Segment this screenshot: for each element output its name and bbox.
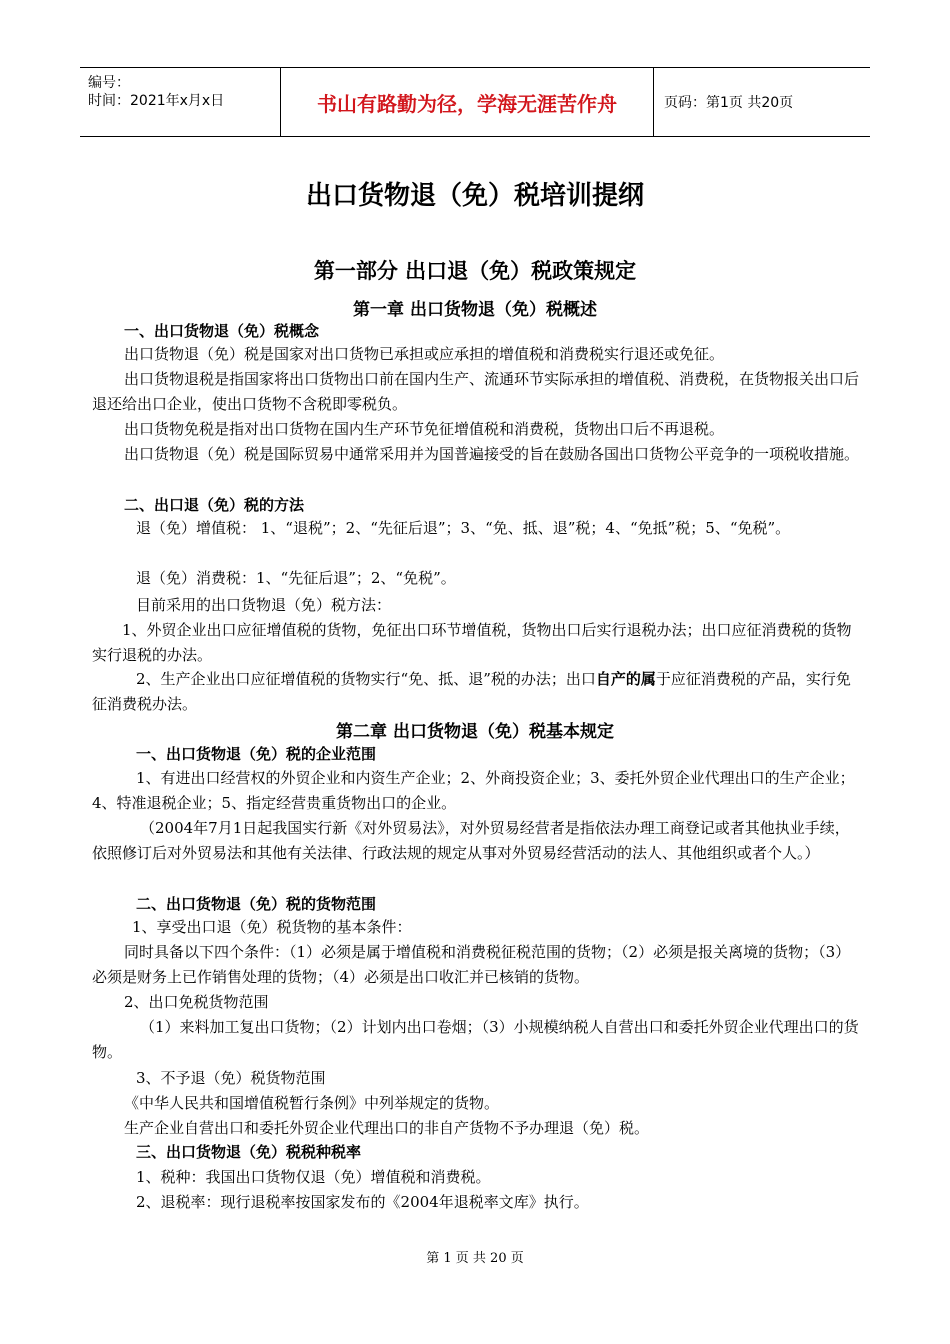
ch2-section-1-title: 一、出口货物退（免）税的企业范围: [136, 745, 377, 763]
ch2-para-11: 2、退税率：现行退税率按国家发布的《2004年退税率文库》执行。: [136, 1193, 589, 1211]
ch1-para-6: 退（免）消费税：1、“先征后退”；2、“免税”。: [136, 569, 456, 587]
header-info-cell: [80, 68, 281, 136]
ch2-para-2: （2004年7月1日起我国实行新《对外贸易法》，对外贸易经营者是指依法办理工商登记或者其他执业手续，依照修订后对外贸易法和其他有关法律、行政法规的规定从事对外贸易经营活动的法人、其他组织或者个人。）: [92, 819, 850, 862]
ch1-para-9: [92, 667, 860, 717]
ch2-para-9: 生产企业自营出口和委托外贸企业代理出口的非自产货物不予办理退（免）税。: [124, 1119, 650, 1137]
ch2-para-7: 3、不予退（免）税货物范围: [136, 1069, 326, 1087]
time-label: 时间：2021年x月x日: [88, 93, 225, 109]
ch1-section-2-title: 二、出口退（免）税的方法: [124, 496, 305, 514]
ch1-para-9-part-c: 于应征消费税的产品，实行免征消费税办法。: [92, 670, 851, 713]
chapter-1-title: 第一章 出口货物退（免）税概述: [353, 300, 597, 320]
ch1-para-2: 出口货物退税是指国家将出口货物出口前在国内生产、流通环节实际承担的增值税、消费税，在货物报关出口后退还给出口企业，使出口货物不含税即零税负。: [92, 370, 860, 413]
ch2-para-1: 1、有进出口经营权的外贸企业和内资生产企业；2、外商投资企业；3、委托外贸企业代理出口的生产企业；4、特准退税企业；5、指定经营贵重货物出口的企业。: [92, 769, 855, 812]
page-footer: 第 1 页 共 20 页: [426, 1251, 524, 1266]
ch1-para-1: 出口货物退（免）税是国家对出口货物已承担或应承担的增值税和消费税实行退还或免征。: [124, 345, 725, 363]
ch2-para-4: 同时具备以下四个条件：（1）必须是属于增值税和消费税征税范围的货物；（2）必须是报关离境的货物；（3）必须是财务上已作销售处理的货物；（4）必须是出口收汇并已核销的货物。: [92, 943, 851, 986]
ch1-para-3: 出口货物免税是指对出口货物在国内生产环节免征增值税和消费税，货物出口后不再退税。: [124, 420, 725, 438]
ch2-para-3: 1、享受出口退（免）税货物的基本条件：: [132, 918, 412, 936]
part-title: 第一部分 出口退（免）税政策规定: [313, 259, 637, 283]
page-header: [80, 67, 870, 137]
number-label: 编号：: [88, 75, 130, 91]
header-motto: 书山有路勤为径，学海无涯苦作舟: [281, 68, 654, 136]
ch1-para-9-part-a: 2、生产企业出口应征增值税的货物实行“免、抵、退”税的办法；出口: [136, 670, 596, 688]
ch2-para-8: 《中华人民共和国增值税暂行条例》中列举规定的货物。: [124, 1094, 500, 1112]
ch2-para-10: 1、税种：我国出口货物仅退（免）增值税和消费税。: [136, 1168, 491, 1186]
header-page-info: 页码：第1页 共20页: [664, 95, 794, 111]
ch2-section-3-title: 三、出口货物退（免）税税种税率: [136, 1143, 362, 1161]
ch2-section-2-title: 二、出口货物退（免）税的货物范围: [136, 895, 377, 913]
ch1-para-5: 退（免）增值税： 1、“退税”；2、“先征后退”；3、“免、抵、退”税；4、“免抵”税；5、“免税”。: [136, 519, 791, 537]
document-title: 出口货物退（免）税培训提纲: [305, 181, 644, 211]
ch1-para-7: 目前采用的出口货物退（免）税方法：: [136, 596, 392, 614]
ch2-para-5: 2、出口免税货物范围: [124, 993, 269, 1011]
ch1-section-1-title: 一、出口货物退（免）税概念: [124, 322, 320, 340]
chapter-2-title: 第二章 出口货物退（免）税基本规定: [336, 722, 614, 742]
ch2-para-6: （1）来料加工复出口货物；（2）计划内出口卷烟；（3）小规模纳税人自营出口和委托外贸企业代理出口的货物。: [92, 1018, 859, 1061]
ch1-para-8: 1、外贸企业出口应征增值税的货物，免征出口环节增值税，货物出口后实行退税办法；出口应征消费税的货物实行退税的办法。: [92, 621, 852, 664]
ch1-para-9-bold: 自产的属: [595, 670, 656, 688]
ch1-para-4: 出口货物退（免）税是国际贸易中通常采用并为国普遍接受的旨在鼓励各国出口货物公平竞争的一项税收措施。: [124, 445, 860, 463]
